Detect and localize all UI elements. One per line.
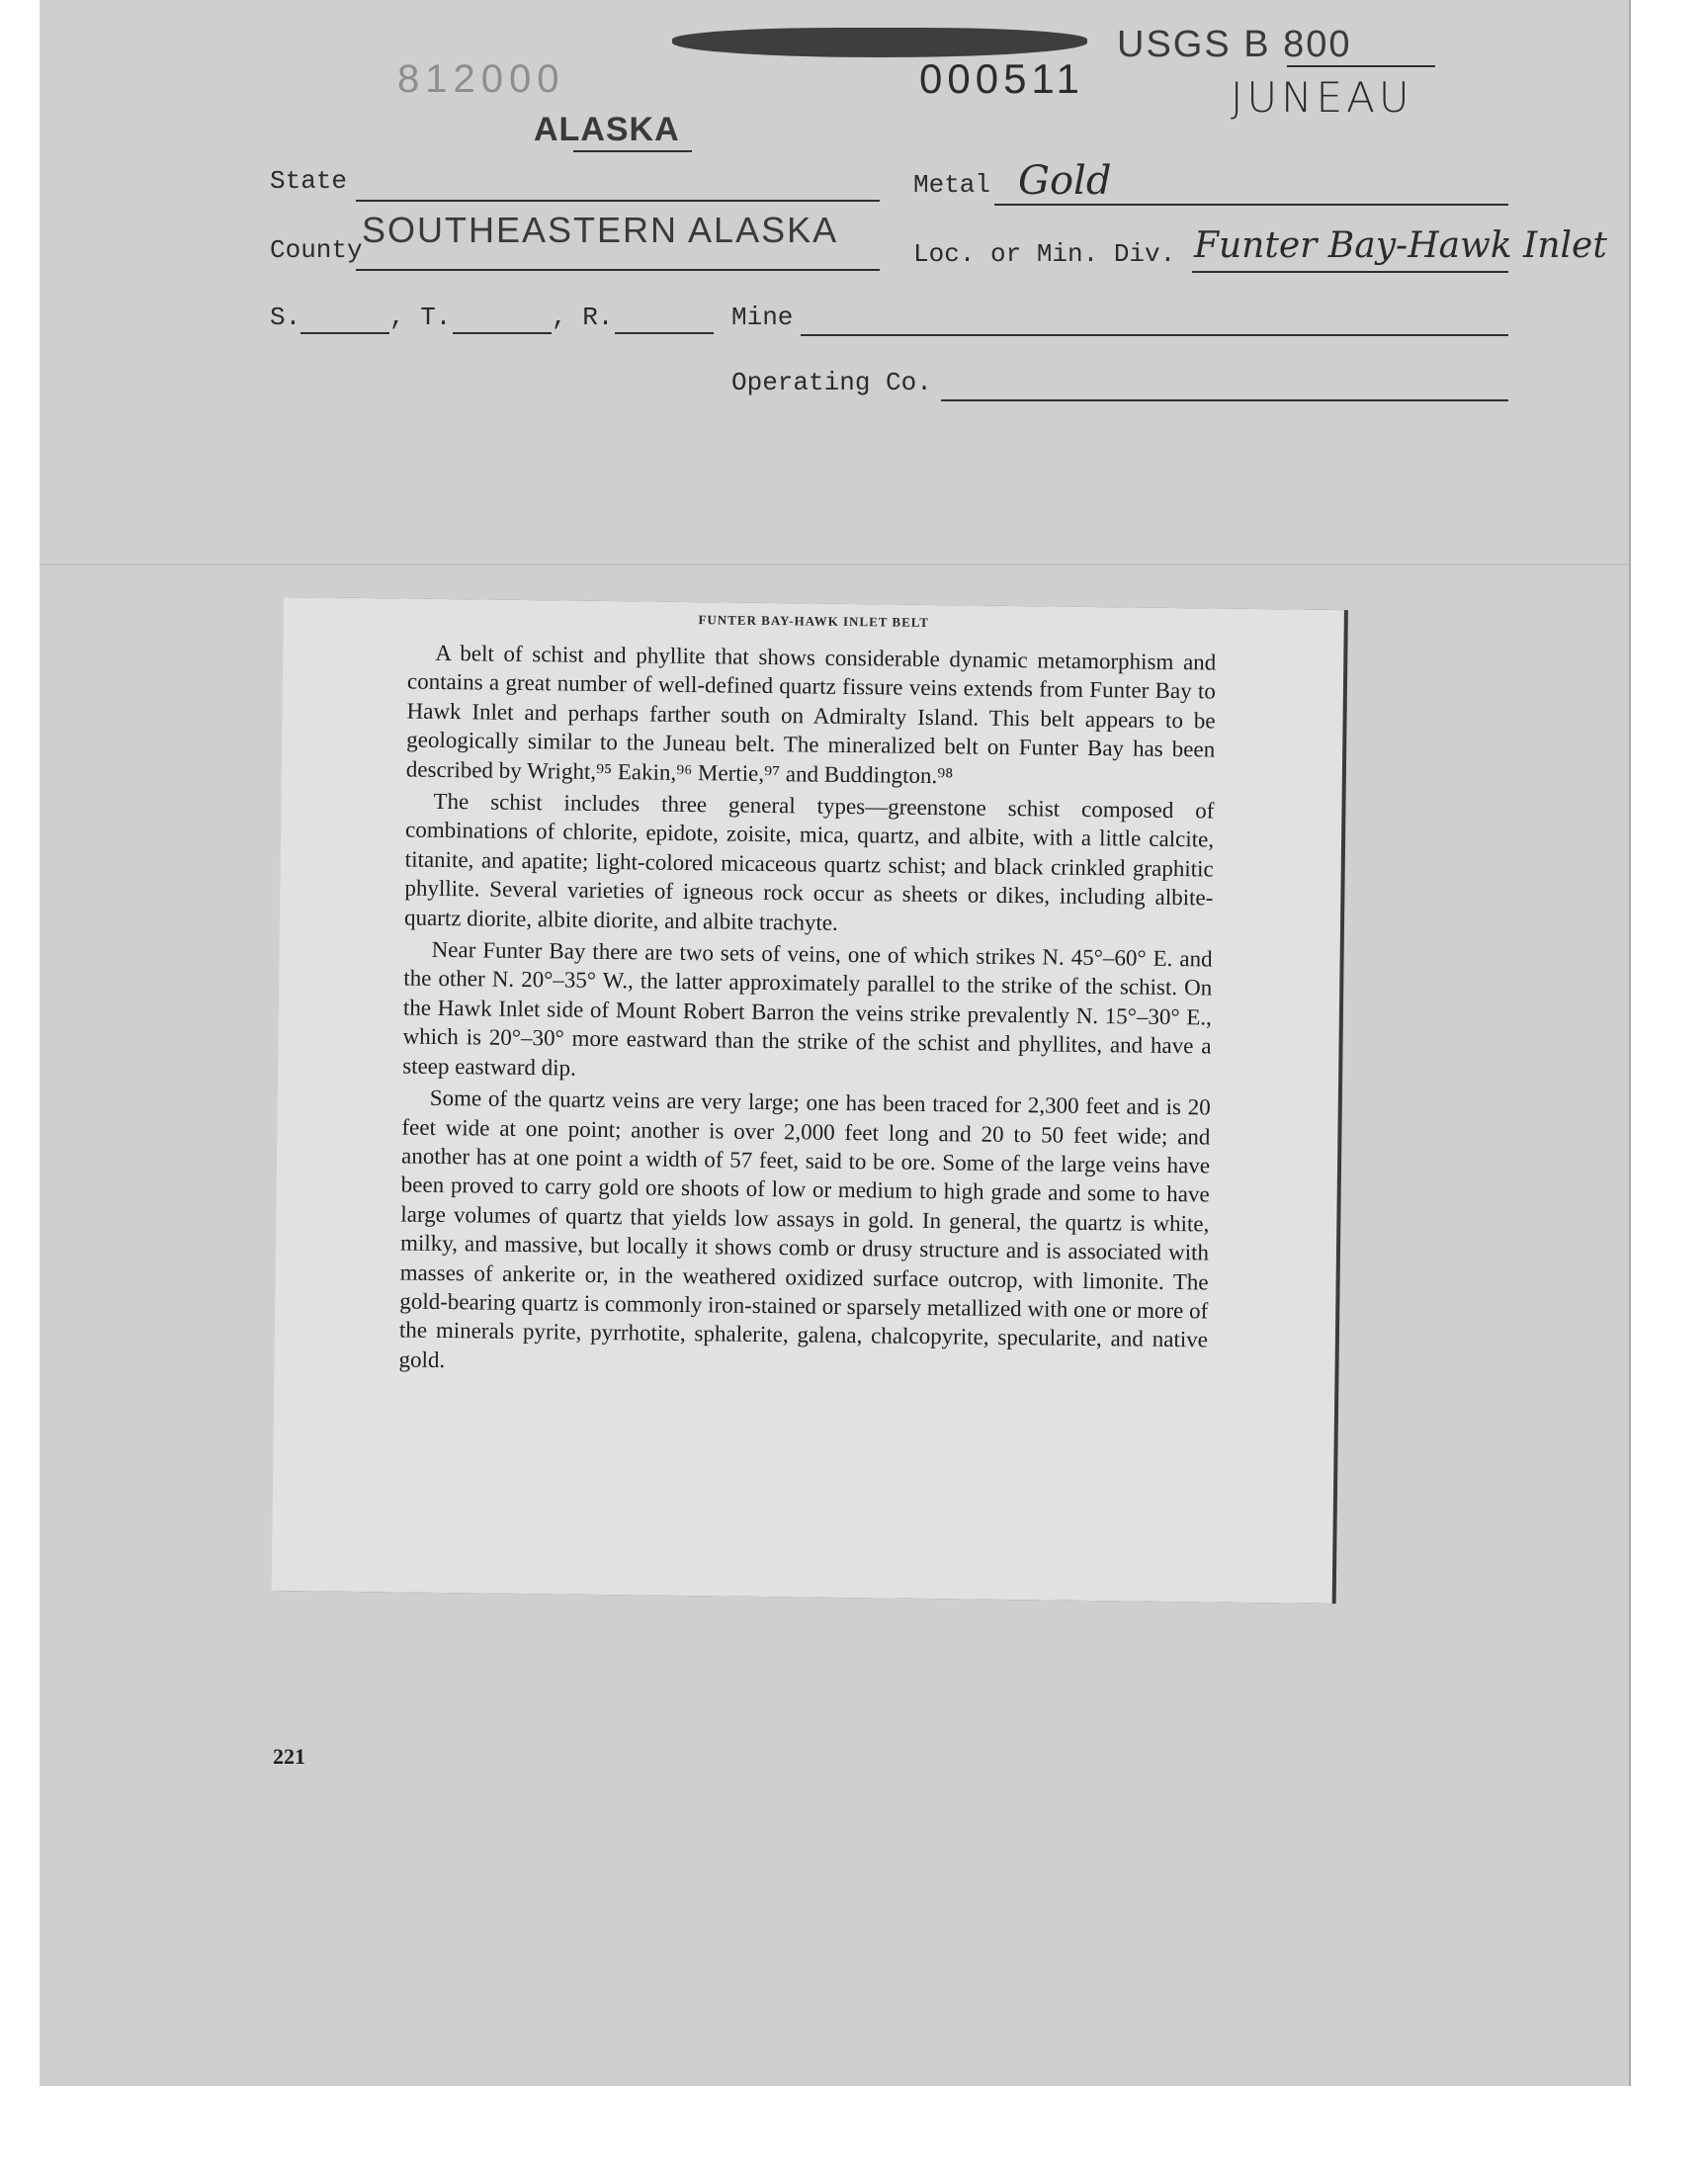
mine-label: Mine (731, 303, 794, 332)
operating-line (941, 399, 1508, 401)
ink-smudge (672, 28, 1087, 57)
state-label: State (270, 166, 348, 196)
loc-label: Loc. or Min. Div. (913, 239, 1176, 269)
fold-line (40, 564, 1629, 566)
juneau-handwritten: JUNEAU (1231, 73, 1413, 122)
state-line (356, 200, 880, 202)
metal-label: Metal (913, 170, 991, 200)
clipping-body (398, 639, 1216, 1387)
county-label: County (270, 235, 363, 265)
usgs-reference: USGS B 800 (1117, 24, 1352, 65)
r-line (615, 332, 714, 334)
r-label: , R. (552, 303, 614, 332)
loc-value: Funter Bay-Hawk Inlet (1194, 225, 1607, 266)
code-number-stamp: 000511 (919, 55, 1085, 102)
county-line (356, 269, 880, 271)
page-number: 221 (273, 1744, 305, 1769)
s-line (300, 332, 389, 334)
alaska-stamp: ALASKA (534, 111, 680, 148)
loc-line (1192, 271, 1508, 273)
t-label: , T. (389, 303, 452, 332)
alaska-underline (573, 150, 692, 152)
metal-line (994, 204, 1508, 206)
article-clipping (272, 597, 1344, 1604)
clipping-paragraph: Near Funter Bay there are two sets of veins, one of which strikes N. 45°–60° E. and the other N. 20°–35° W., the latter approximately parallel to the strike of the schist. On the Hawk Inlet side of Mount Robert Barron the veins strike prevalently N. 15°–30° E., which is 20°–30° more eastward than the strike of the schist and phyllites, and have a steep eastward dip. (402, 936, 1213, 1081)
clipping-paragraph: A belt of schist and phyllite that shows considerable dynamic metamorphism and contains a great number of well-defined quartz fissure veins extends from Funter Bay to Hawk Inlet and perhaps farther south on Admiralty Island. This belt appears to be geologically similar to the Juneau belt. The mineralized belt on Funter Bay has been described by Wright,⁹⁵ Eakin,⁹⁶ Mertie,⁹⁷ and Buddington.⁹⁸ (405, 640, 1217, 788)
clipping-paragraph: Some of the quartz veins are very large; one has been traced for 2,300 feet and is 20 feet wide at one point; another is over 2,000 feet long and 20 to 50 feet wide; and another has at one point a width of 57 feet, said to be ore. Some of the large veins have been proved to carry gold ore shoots of low or medium to high grade and some to have large volumes of quartz that yields low assays in gold. In general, the quartz is white, milky, and massive, but locally it shows comb or drusy structure and is associated with masses of ankerite or, in the weathered oxidized surface outcrop, with limonite. The gold-bearing quartz is commonly iron-stained or sparsely metallized with one or more of the minerals pyrite, pyrrhotite, sphalerite, galena, chalcopyrite, specularite, and native gold. (398, 1085, 1211, 1372)
clipping-paragraph: The schist includes three general types—greenstone schist composed of combinations of chlorite, epidote, zoisite, mica, quartz, and albite, with a little calcite, titanite, and apatite; light-colored micaceous quartz schist; and black crinkled graphitic phyllite. Several varieties of igneous rock occur as sheets or dikes, including albite-quartz diorite, albite diorite, and albite trachyte. (403, 788, 1215, 935)
operating-label: Operating Co. (731, 368, 932, 397)
usgs-underline (1287, 65, 1435, 67)
t-line (453, 332, 552, 334)
clipping-title: FUNTER BAY-HAWK INLET BELT (698, 612, 930, 630)
county-value: SOUTHEASTERN ALASKA (362, 210, 839, 250)
s-label: S. (270, 303, 301, 332)
metal-value: Gold (1018, 158, 1112, 204)
faded-code-stamp: 812000 (397, 57, 565, 101)
mine-line (801, 334, 1508, 336)
